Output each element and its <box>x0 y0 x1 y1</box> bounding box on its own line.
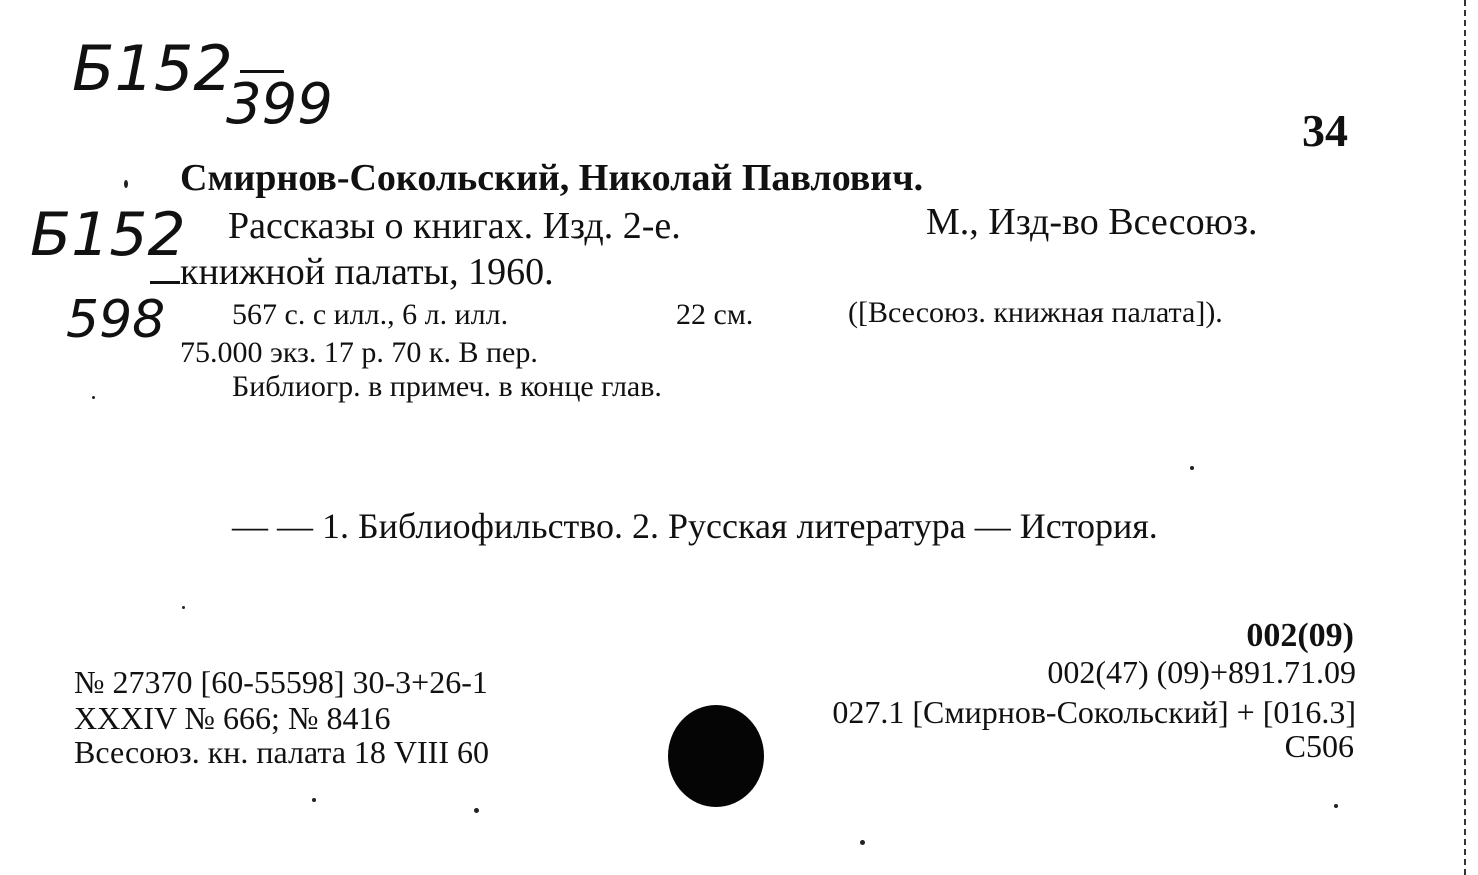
classification-line-4: С506 <box>1284 728 1354 764</box>
scan-speck <box>182 606 185 609</box>
scan-speck <box>92 396 95 399</box>
classification-line-1: 002(09) <box>1246 617 1354 654</box>
author-heading: Смирнов-Сокольский, Николай Павлович. <box>180 157 924 199</box>
title-line-1-left: Рассказы о книгах. Изд. 2-е. <box>228 205 681 247</box>
scan-speck <box>474 808 479 813</box>
copies-and-price: 75.000 экз. 17 р. 70 к. В пер. <box>180 336 538 369</box>
title-line-2: книжной палаты, 1960. <box>180 251 554 293</box>
bibliography-note: Библиогр. в примеч. в конце глав. <box>232 370 662 403</box>
scan-speck <box>124 180 128 188</box>
handwritten-shelfmark-side-number: 598 <box>66 290 166 350</box>
title-line-2-dash <box>150 281 180 284</box>
physical-size: 22 см. <box>676 298 754 331</box>
card-number: 34 <box>1302 105 1348 156</box>
scan-speck <box>1334 804 1338 808</box>
scan-speck <box>312 798 316 802</box>
series-note: ([Всесоюз. книжная палата]). <box>848 296 1223 329</box>
title-line-1-right: М., Изд-во Всесоюз. <box>926 201 1258 243</box>
scan-speck <box>860 840 865 845</box>
punch-hole <box>668 705 764 807</box>
record-line-2: XXXIV № 666; № 8416 <box>74 700 391 736</box>
record-line-3: Всесоюз. кн. палата 18 VIII 60 <box>74 734 489 770</box>
handwritten-shelfmark-top: Б152 <box>72 32 233 105</box>
classification-line-3: 027.1 [Смирнов-Сокольский] + [016.3] <box>832 694 1356 730</box>
classification-line-2: 002(47) (09)+891.71.09 <box>1047 654 1356 690</box>
handwritten-shelfmark-side: Б152 <box>30 200 186 270</box>
physical-description: 567 с. с илл., 6 л. илл. <box>232 298 509 331</box>
card-edge <box>1464 0 1478 875</box>
handwritten-shelfmark-top-number: 399 <box>226 72 333 137</box>
record-line-1: № 27370 [60-55598] 30-3+26-1 <box>74 664 488 700</box>
subject-headings: — — 1. Библиофильство. 2. Русская литература — История. <box>232 506 1158 546</box>
scan-speck <box>1190 466 1194 470</box>
